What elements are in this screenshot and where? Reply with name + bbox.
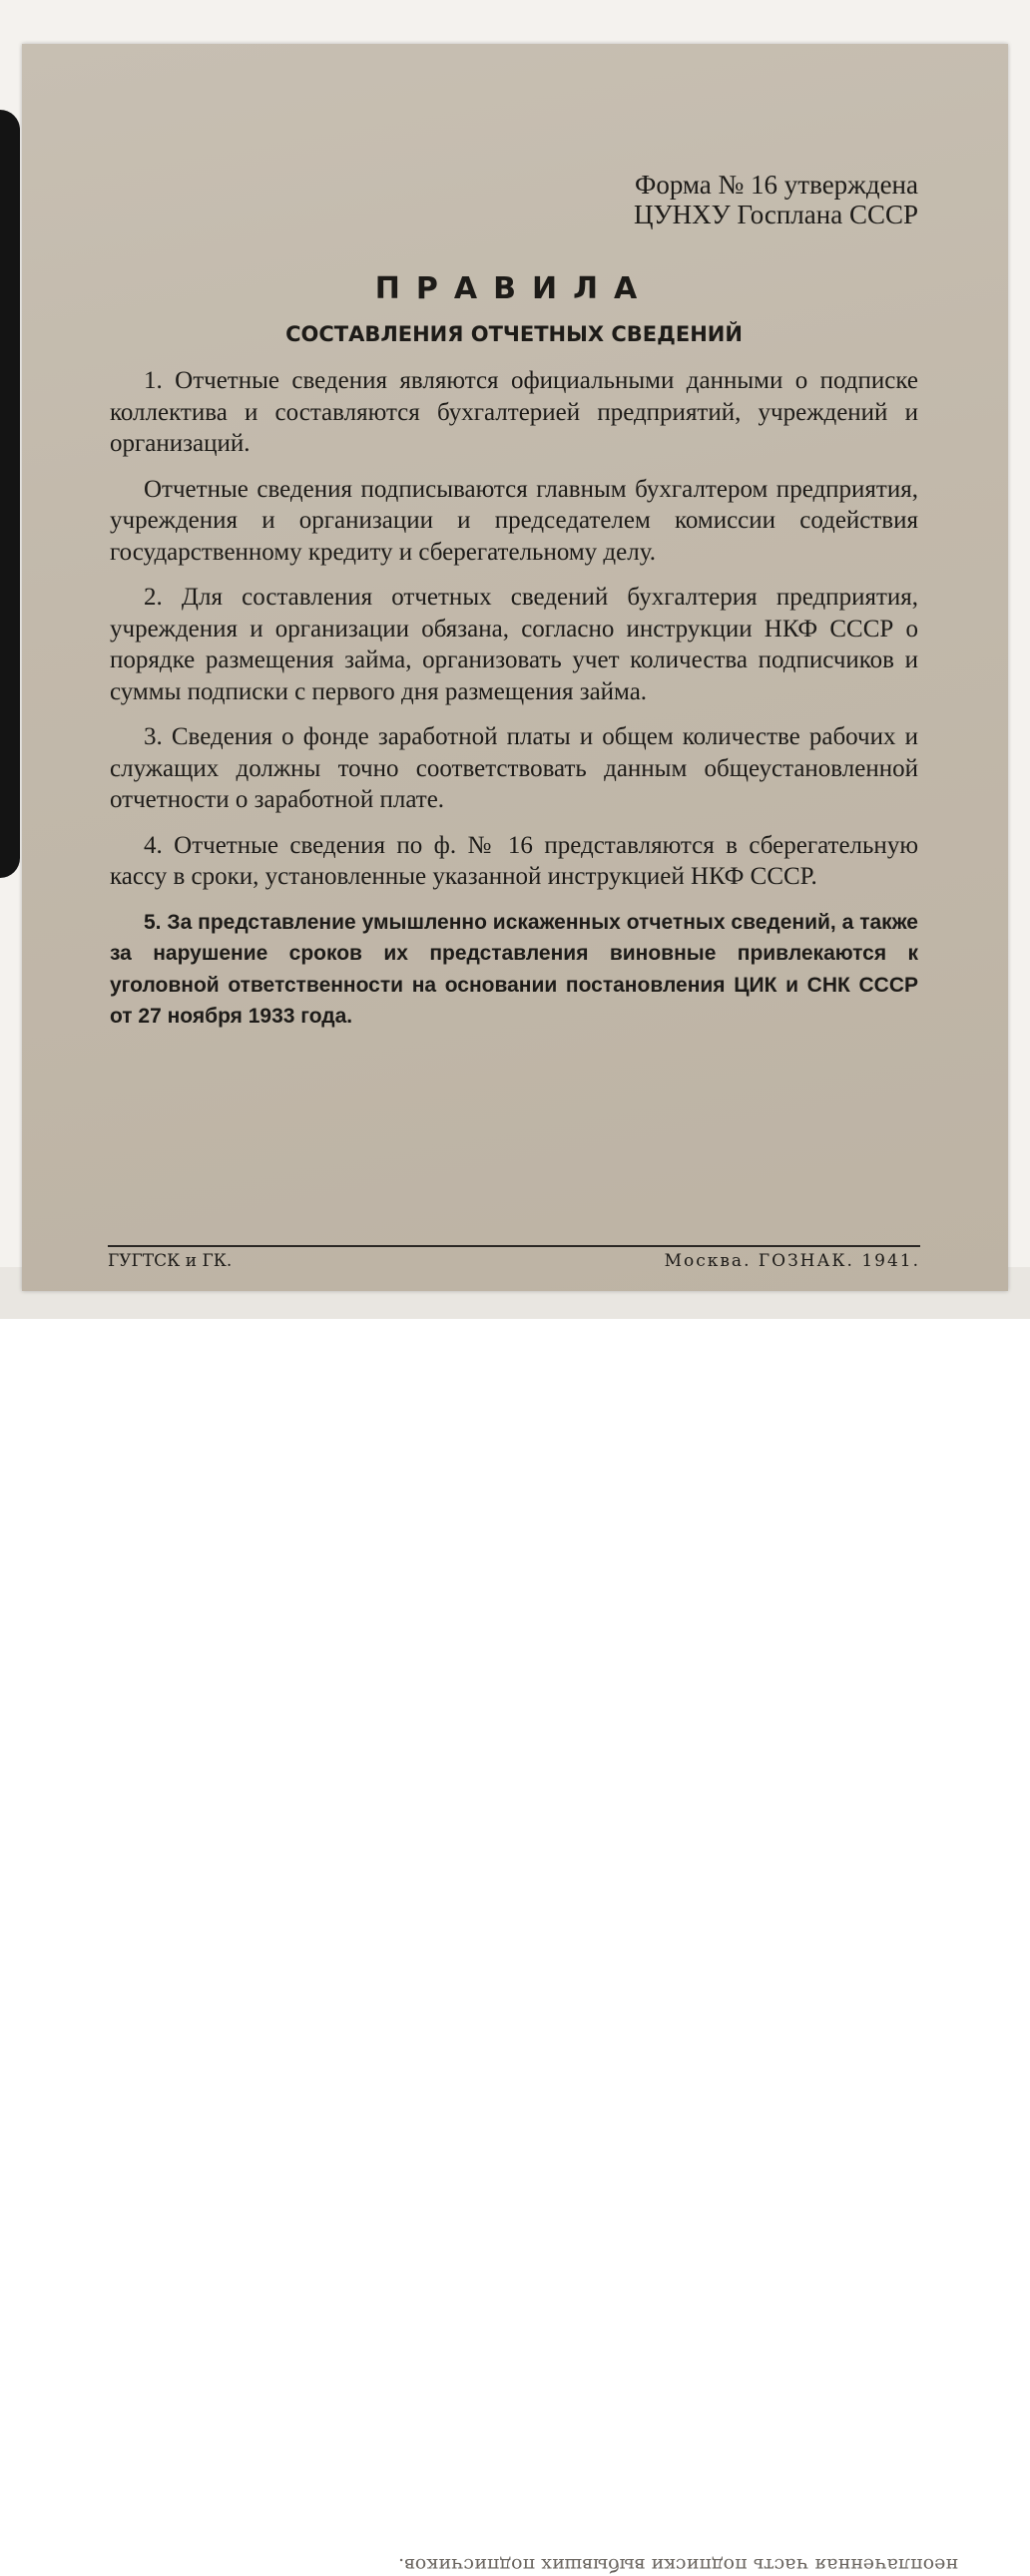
footer-imprint: Москва. ГОЗНАК. 1941.	[664, 1251, 920, 1271]
document-content	[110, 170, 918, 1033]
rule-1-signature-note: Отчетные сведения подписываются главным бухгалтером предприятия, учреждения и организации и председателем комиссии содействия государственному кредиту и сберегательному делу.	[110, 475, 918, 566]
form-approval-note	[110, 170, 918, 229]
rule-3: 3. Сведения о фонде заработной платы и общем количестве рабочих и служащих должны точно соответствовать данным общеустановленной отчетности о заработной плате.	[110, 723, 918, 813]
rule-1: 1. Отчетные сведения являются официальными данными о подписке коллектива и составляются бухгалтерией предприятий, учреждений и организаций.	[110, 367, 918, 457]
document-subtitle: СОСТАВЛЕНИЯ ОТЧЕТНЫХ СВЕДЕНИЙ	[285, 322, 743, 346]
footer-publisher: ГУГТСК и ГК.	[108, 1251, 233, 1271]
rule-4: 4. Отчетные сведения по ф. № 16 представляются в сберегательную кассу в сроки, установленные указанной инструкцией НКФ СССР.	[110, 831, 918, 890]
form-note-line-1: Форма № 16 утверждена	[634, 170, 918, 200]
document-footer	[108, 1245, 920, 1271]
rule-5: 5. За представление умышленно искаженных отчетных сведений, а также за нарушение сроков их представления виновные привлекаются к уголовной ответственности на основании постановления ЦИК и СНК СССР от 27 ноября 1933 года.	[110, 910, 918, 1028]
mirrored-bleed-text: неоплаченная часть подписки выбывших подписчиков.	[398, 2554, 958, 2576]
document-title: ПРАВИЛА	[374, 271, 654, 306]
rule-2: 2. Для составления отчетных сведений бухгалтерия предприятия, учреждения и организации обязана, согласно инструкции НКФ СССР о порядке размещения займа, организовать учет количества подписчиков и суммы подписки с первого дня размещения займа.	[110, 584, 918, 705]
binder-edge-shadow	[0, 110, 20, 878]
form-note-line-2: ЦУНХУ Госплана СССР	[633, 200, 918, 229]
